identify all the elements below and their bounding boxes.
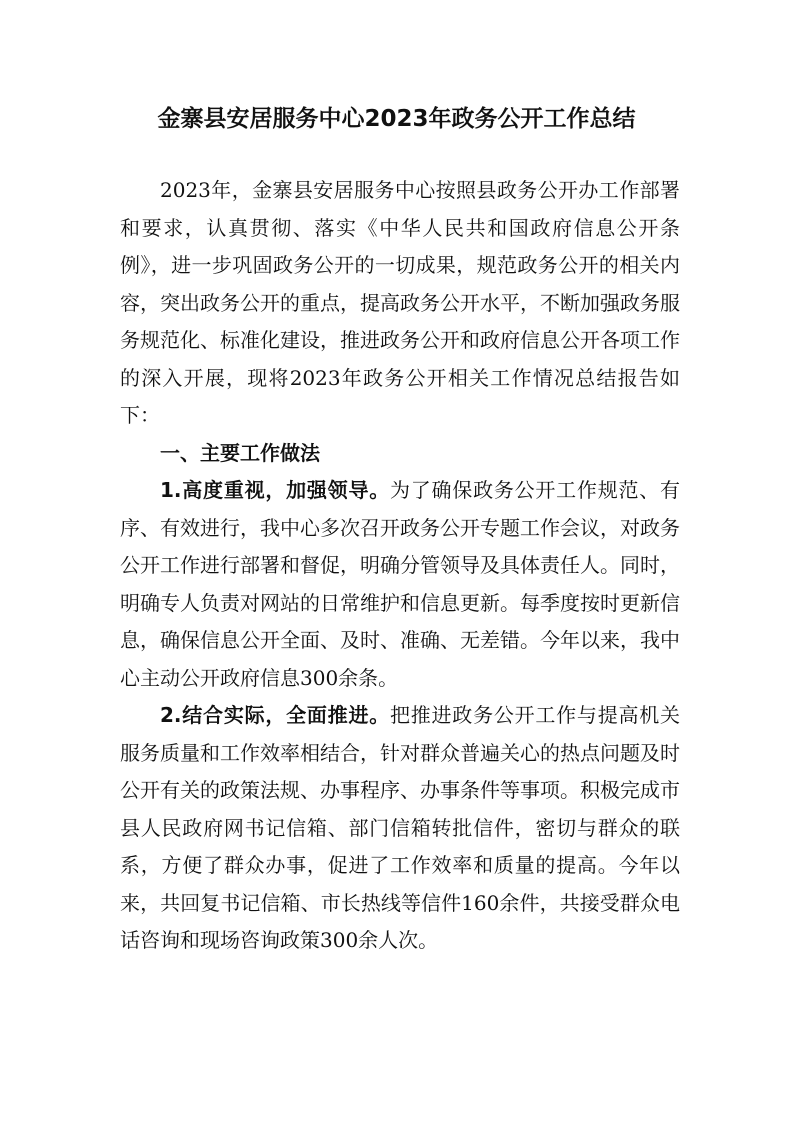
document-title: 金寨县安居服务中心2023年政务公开工作总结: [157, 106, 636, 132]
item-1-paragraph: [120, 472, 680, 697]
item-1-text: 为了确保政务公开工作规范、有序、有效进行，我中心多次召开政务公开专题工作会议，对政务公开工作进行部署和督促，明确分管领导及具体责任人。同时，明确专人负责对网站的日常维护和信息更新。每季度按时更新信息，确保信息公开全面、及时、准确、无差错。今年以来，我中心主动公开政府信息300余条。: [120, 478, 681, 690]
document-body: [120, 172, 680, 960]
item-2-lead: 2.结合实际，全面推进。: [160, 703, 390, 727]
item-2-paragraph: [120, 697, 680, 960]
intro-paragraph: 2023年，金寨县安居服务中心按照县政务公开办工作部署和要求，认真贯彻、落实《中华人民共和国政府信息公开条例》，进一步巩固政务公开的一切成果，规范政务公开的相关内容，突出政务公开的重点，提高政务公开水平，不断加强政务服务规范化、标准化建设，推进政务公开和政府信息公开各项工作的深入开展，现将2023年政务公开相关工作情况总结报告如下：: [120, 178, 680, 427]
item-2-text: 把推进政务公开工作与提高机关服务质量和工作效率相结合，针对群众普遍关心的热点问题及时公开有关的政策法规、办事程序、办事条件等事项。积极完成市县人民政府网书记信箱、部门信箱转批信件，密切与群众的联系，方便了群众办事，促进了工作效率和质量的提高。今年以来，共回复书记信箱、市长热线等信件160余件，共接受群众电话咨询和现场咨询政策300余人次。: [120, 703, 681, 952]
section-heading-main-work: 一、主要工作做法: [160, 440, 320, 465]
item-1-lead: 1.高度重视，加强领导。: [160, 478, 390, 502]
